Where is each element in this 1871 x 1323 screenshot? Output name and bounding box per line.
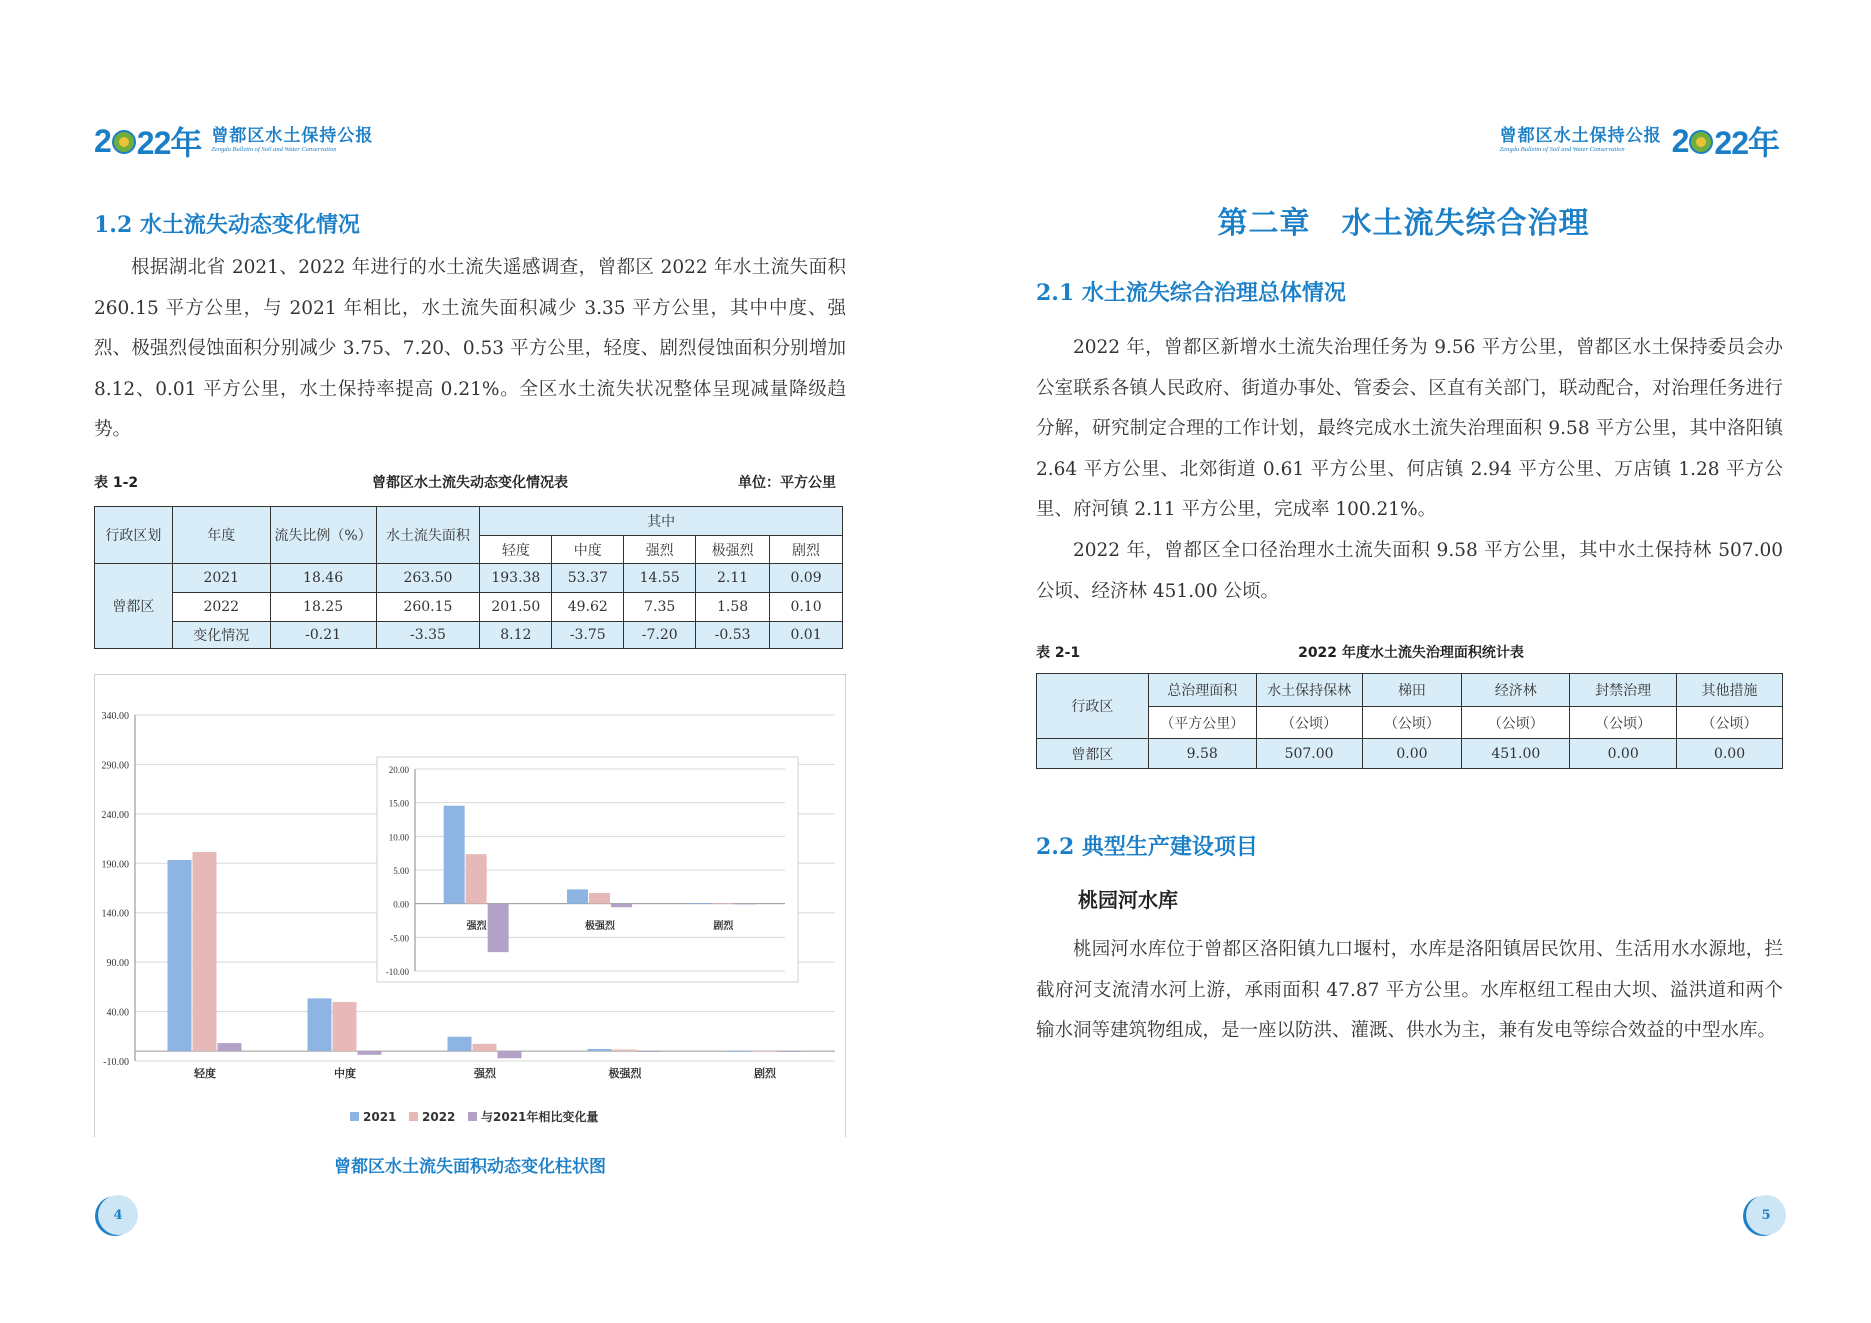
bar [333, 1002, 357, 1051]
bar [168, 860, 192, 1051]
bar [444, 806, 465, 904]
td-val: 201.50 [480, 593, 552, 622]
table-row [1037, 739, 1783, 769]
td-val: 451.00 [1462, 739, 1570, 769]
td-area: 260.15 [376, 593, 480, 622]
logo-icon [1689, 130, 1713, 154]
td-year: 变化情况 [172, 622, 270, 649]
legend-label: 2022 [422, 1110, 456, 1124]
th-col: 其他措施 [1677, 674, 1783, 707]
bar [690, 903, 711, 904]
bar [734, 904, 755, 905]
bar [193, 852, 217, 1051]
th-sub: 强烈 [624, 536, 696, 564]
header-brand [94, 118, 373, 164]
td-region: 曾都区 [1037, 739, 1149, 769]
td-val: 0.00 [1570, 739, 1677, 769]
y-tick-label: 0.00 [393, 899, 409, 910]
x-tick-label: 中度 [334, 1067, 356, 1080]
y-tick-label: 240.00 [101, 809, 129, 821]
logo-icon [112, 130, 136, 154]
td-val: 507.00 [1256, 739, 1362, 769]
td-val: 0.01 [770, 622, 843, 649]
section-1-2-heading: 1.2 水土流失动态变化情况 [94, 212, 360, 238]
td-region: 曾都区 [95, 564, 173, 649]
th-unit: （公顷） [1256, 707, 1362, 739]
brand-title-cn: 曾都区水土保持公报 [211, 126, 374, 147]
th-sub: 极强烈 [696, 536, 770, 564]
x-tick-label: 极强烈 [585, 921, 615, 932]
th-sub: 剧烈 [770, 536, 843, 564]
td-area: -3.35 [376, 622, 480, 649]
td-val: -0.53 [696, 622, 770, 649]
bar [778, 1051, 802, 1052]
bar [712, 903, 733, 904]
year-suffix: 22年 [1714, 125, 1779, 161]
bar [488, 904, 509, 952]
bar [728, 1051, 752, 1052]
td-val: 9.58 [1148, 739, 1256, 769]
bar [753, 1051, 777, 1052]
y-tick-label: -10.00 [385, 967, 409, 977]
table-1-2-label: 表 1-2 [94, 475, 139, 491]
x-tick-label: 轻度 [194, 1067, 216, 1080]
y-tick-label: 10.00 [388, 832, 409, 843]
project-subheading: 桃园河水库 [1078, 888, 1178, 912]
bar [218, 1043, 242, 1051]
y-tick-label: 15.00 [388, 798, 409, 809]
td-val: 8.12 [480, 622, 552, 649]
page-number: 5 [1746, 1195, 1786, 1235]
section-2-1-paragraph-2: 2022 年，曾都区全口径治理水土流失面积 9.58 平方公里，其中水土保持林 507.00 公顷、经济林 451.00 公顷。 [1036, 540, 1783, 602]
y-tick-label: 140.00 [101, 908, 129, 920]
brand-title-en: Zengdu Bulletin of Soil and Water Conservation [211, 146, 337, 154]
td-val: 0.00 [1362, 739, 1462, 769]
td-val: 1.58 [696, 593, 770, 622]
table-1-2-title: 曾都区水土流失动态变化情况表 [372, 475, 568, 491]
y-tick-label: 340.00 [101, 711, 129, 722]
chart-caption: 曾都区水土流失面积动态变化柱状图 [334, 1157, 606, 1177]
th-area: 水土流失面积 [376, 507, 480, 564]
y-tick-label: 90.00 [106, 958, 129, 970]
legend-label: 2021 [363, 1110, 397, 1124]
legend-swatch [409, 1112, 418, 1121]
y-tick-label: 290.00 [101, 760, 129, 772]
td-val: 0.00 [1677, 739, 1783, 769]
bar [473, 1044, 497, 1051]
year-suffix: 22年 [136, 125, 202, 161]
table-row [95, 593, 843, 622]
bar [567, 889, 588, 903]
brand-text [1500, 128, 1662, 154]
left-page [0, 0, 935, 1323]
table-1-2-unit: 单位：平方公里 [738, 475, 836, 491]
th-unit: （公顷） [1462, 707, 1570, 739]
td-area: 263.50 [376, 564, 480, 593]
section-2-2-paragraph: 桃园河水库位于曾都区洛阳镇九口堰村，水库是洛阳镇居民饮用、生活用水水源地，拦截府河支流清水河上游，承雨面积 47.87 平方公里。水库枢纽工程由大坝、溢洪道和两个输水洞等建筑物组成，是一座以防洪、灌溉、供水为主，兼有发电等综合效益的中型水库。 [1036, 939, 1783, 1041]
y-tick-label: 20.00 [388, 765, 409, 775]
td-val: 2.11 [696, 564, 770, 593]
bar [466, 854, 487, 903]
table-2-1 [1036, 673, 1783, 769]
th-sub: 中度 [552, 536, 624, 564]
y-tick-label: 5.00 [393, 866, 409, 876]
year-prefix: 2 [1671, 122, 1689, 159]
y-tick-label: 40.00 [106, 1007, 129, 1019]
td-year: 2021 [172, 564, 270, 593]
legend-swatch [350, 1112, 359, 1121]
chart-frame [94, 674, 846, 1137]
td-ratio: 18.25 [270, 593, 376, 622]
legend-swatch [468, 1112, 477, 1121]
x-tick-label: 剧烈 [754, 1067, 776, 1080]
header-brand [1500, 118, 1779, 164]
bar [498, 1051, 522, 1058]
right-page [936, 0, 1871, 1323]
td-val: 53.37 [552, 564, 624, 593]
table-2-1-title: 2022 年度水土流失治理面积统计表 [1298, 645, 1524, 661]
th-col: 总治理面积 [1148, 674, 1256, 707]
th-among: 其中 [480, 507, 843, 536]
brand-title-en: Zengdu Bulletin of Soil and Water Conservation [1499, 146, 1625, 154]
td-val: 14.55 [624, 564, 696, 593]
bar [448, 1037, 472, 1051]
year-prefix: 2 [94, 122, 111, 159]
td-val: 0.09 [770, 564, 843, 593]
x-tick-label: 强烈 [466, 921, 487, 932]
td-val: 7.35 [624, 593, 696, 622]
table-1-2 [94, 506, 843, 649]
table-row [95, 564, 843, 593]
bar-chart [95, 675, 847, 1138]
td-year: 2022 [172, 593, 270, 622]
td-ratio: -0.21 [270, 622, 376, 649]
th-unit: （平方公里） [1148, 707, 1256, 739]
th-ratio: 流失比例（%） [270, 507, 376, 564]
th-col: 经济林 [1462, 674, 1570, 707]
bar [638, 1051, 662, 1052]
chapter-title: 第二章 水土流失综合治理 [1217, 206, 1590, 241]
th-unit: （公顷） [1362, 707, 1462, 739]
legend-label: 与2021年相比变化量 [481, 1110, 599, 1124]
th-region: 行政区 [1037, 674, 1149, 739]
page-number: 4 [98, 1195, 138, 1235]
th-year: 年度 [172, 507, 270, 564]
td-ratio: 18.46 [270, 564, 376, 593]
table-row [95, 622, 843, 649]
th-region: 行政区划 [95, 507, 173, 564]
bar [613, 1050, 637, 1052]
bar [589, 893, 610, 904]
y-tick-label: 190.00 [101, 859, 129, 871]
th-sub: 轻度 [480, 536, 552, 564]
y-tick-label: -5.00 [390, 933, 409, 944]
x-tick-label: 极强烈 [608, 1067, 642, 1080]
table-2-1-label: 表 2-1 [1036, 645, 1081, 661]
section-1-2-paragraph: 根据湖北省 2021、2022 年进行的水土流失遥感调查，曾都区 2022 年水土流失面积 260.15 平方公里，与 2021 年相比，水土流失面积减少 3.35 平方公里，其中中度、强烈、极强烈侵蚀面积分别减少 3.75、7.20、0.53 平方公里，轻度、剧烈侵蚀面积分别增加 8.12、0.01 平方公里，水土保持率提高 0.21%。全区水土流失状况整体呈现减量降级趋势。 [94, 257, 846, 440]
td-val: -3.75 [552, 622, 624, 649]
x-tick-label: 强烈 [474, 1067, 496, 1080]
section-2-1-paragraph-1: 2022 年，曾都区新增水土流失治理任务为 9.56 平方公里，曾都区水土保持委员会办公室联系各镇人民政府、街道办事处、管委会、区直有关部门，联动配合，对治理任务进行分解，研究制定合理的工作计划，最终完成水土流失治理面积 9.58 平方公里，其中洛阳镇 2.64 平方公里、北郊街道 0.61 平方公里、何店镇 2.94 平方公里、万店镇 1.28 平方公里、府河镇 2.11 平方公里，完成率 100.21%。 [1036, 337, 1783, 520]
th-unit: （公顷） [1570, 707, 1677, 739]
section-2-1-heading: 2.1 水土流失综合治理总体情况 [1036, 280, 1346, 306]
bar [588, 1049, 612, 1051]
brand-text [211, 128, 373, 154]
th-col: 梯田 [1362, 674, 1462, 707]
td-val: 49.62 [552, 593, 624, 622]
section-2-2-heading: 2.2 典型生产建设项目 [1036, 834, 1258, 860]
y-tick-label: -10.00 [103, 1057, 129, 1068]
brand-title-cn: 曾都区水土保持公报 [1499, 126, 1662, 147]
th-col: 封禁治理 [1570, 674, 1677, 707]
th-unit: （公顷） [1677, 707, 1783, 739]
td-val: -7.20 [624, 622, 696, 649]
bar [611, 904, 632, 908]
bar [308, 998, 332, 1051]
brand-year [94, 118, 201, 164]
td-val: 0.10 [770, 593, 843, 622]
td-val: 193.38 [480, 564, 552, 593]
brand-year [1672, 118, 1779, 164]
th-col: 水土保持保林 [1256, 674, 1362, 707]
bar [358, 1051, 382, 1055]
x-tick-label: 剧烈 [713, 921, 734, 932]
